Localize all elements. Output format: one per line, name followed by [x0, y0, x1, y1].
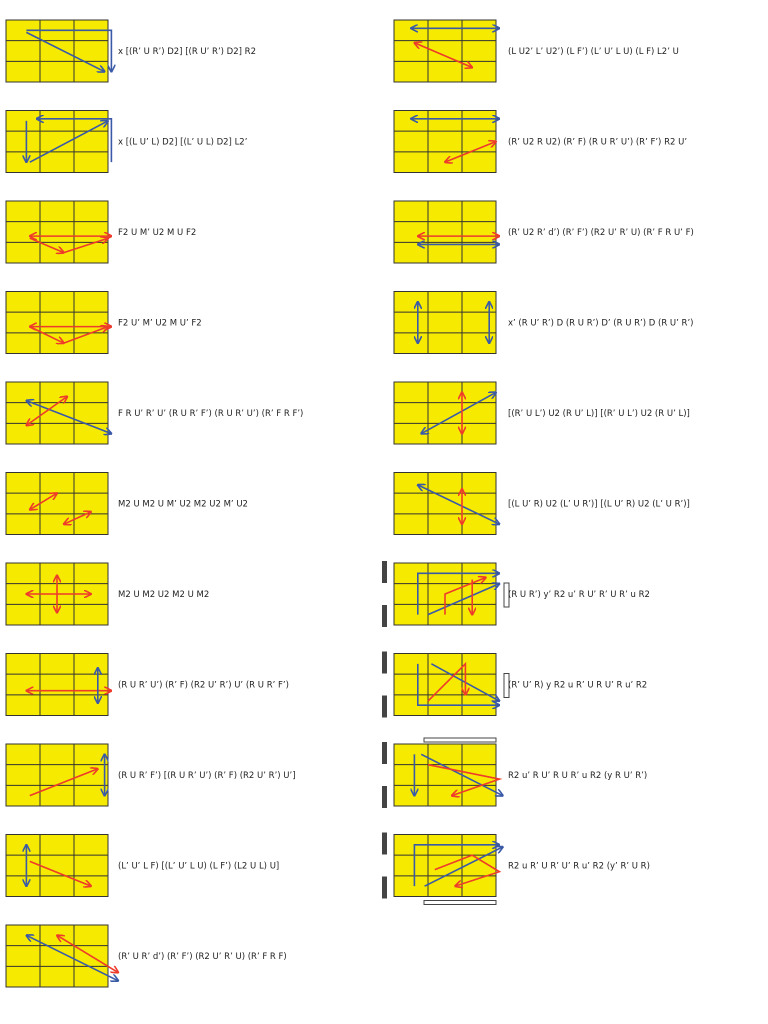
algorithm-text: x’ (R U’ R’) D (R U R’) D’ (R U R’) D (R U’ R’) — [508, 318, 694, 329]
pll-diagram-left-11 — [6, 925, 118, 987]
pll-diagram-left-3 — [6, 201, 111, 263]
algorithm-text: (R’ U’ R) y R2 u R’ U R U’ R u’ R2 — [508, 680, 648, 691]
algorithm-text: (R U R’ U’) (R’ F) (R2 U’ R’) U’ (R U R’ F’) — [118, 680, 289, 691]
algorithm-text: R2 u’ R U’ R U R’ u R2 (y R U’ R’) — [508, 771, 648, 781]
side-bar — [382, 877, 387, 899]
pll-diagram-left-8 — [6, 654, 111, 716]
algorithm-text: F R U’ R’ U’ (R U R’ F’) (R U R’ U’) (R’ F R F’) — [118, 409, 304, 419]
grid-background — [394, 292, 496, 354]
side-bar — [382, 786, 387, 808]
pll-diagram-left-1 — [6, 20, 111, 82]
pll-diagram-right-7 — [382, 561, 509, 627]
grid-background — [6, 201, 108, 263]
algorithm-text: (R’ U R’ d’) (R’ F’) (R2 U’ R’ U) (R’ F R F) — [118, 952, 287, 962]
pll-diagram-left-7 — [6, 563, 108, 625]
grid-background — [394, 382, 496, 444]
pll-diagram-left-5 — [6, 382, 111, 444]
algorithm-text: R2 u R’ U R’ U’ R u’ R2 (y’ R’ U R) — [508, 861, 650, 872]
pll-diagram-left-4 — [6, 292, 111, 354]
grid-background — [6, 111, 108, 173]
algorithm-text: [(L U’ R) U2 (L’ U R’)] [(L U’ R) U2 (L’ U R’)] — [508, 499, 690, 510]
grid-background — [394, 20, 496, 82]
pll-diagram-right-9 — [382, 738, 503, 808]
algorithm-text: F2 U M’ U2 M U F2 — [118, 228, 197, 238]
pll-diagram-right-4 — [394, 292, 496, 354]
pll-diagram-right-3 — [394, 201, 499, 263]
side-bar — [382, 742, 387, 764]
grid-background — [6, 744, 108, 806]
algorithm-text: x [(L U’ L) D2] [(L’ U L) D2] L2’ — [118, 137, 248, 148]
grid-background — [6, 654, 108, 716]
algorithm-text: [(R’ U L’) U2 (R U’ L)] [(R’ U L’) U2 (R U’ L)] — [508, 409, 690, 419]
grid-background — [394, 111, 496, 173]
grid-background — [6, 20, 108, 82]
algorithm-text: (R U R’) y’ R2 u’ R U’ R’ U R’ u R2 — [508, 590, 650, 600]
algorithm-text: (L U2’ L’ U2’) (L F’) (L’ U’ L U) (L F) L2’ U — [508, 47, 679, 57]
pll-diagram-right-1 — [394, 20, 499, 82]
algorithm-text: M2 U M2 U2 M2 U M2 — [118, 590, 210, 600]
algorithm-text: (R U R’ F’) [(R U R’ U’) (R’ F) (R2 U’ R’) U’] — [118, 771, 296, 781]
pll-diagram-left-6 — [6, 473, 108, 535]
algorithm-text: x [(R’ U R’) D2] [(R U’ R’) D2] R2 — [118, 47, 256, 57]
pll-diagram-left-2 — [6, 111, 111, 173]
algorithm-text: (R’ U2 R’ d’) (R’ F’) (R2 U’ R’ U) (R’ F R U’ F) — [508, 228, 694, 238]
pll-diagram-right-10 — [382, 833, 503, 905]
grid-background — [6, 473, 108, 535]
side-bar — [382, 605, 387, 627]
pll-diagram-right-2 — [394, 111, 499, 173]
side-bar — [382, 652, 387, 674]
pll-diagram-left-10 — [6, 835, 108, 897]
algorithm-text: (L’ U’ L F) [(L’ U’ L U) (L F’) (L2 U L) U] — [118, 861, 280, 872]
algorithm-text: (R’ U2 R U2) (R’ F) (R U R’ U’) (R’ F’) R2 U’ — [508, 137, 688, 148]
pll-diagram-right-6 — [394, 473, 499, 535]
grid-background — [6, 835, 108, 897]
side-bar — [382, 833, 387, 855]
grid-background — [6, 292, 108, 354]
pll-diagram-right-5 — [394, 382, 496, 444]
pll-diagram-left-9 — [6, 744, 108, 806]
pll-diagram-right-8 — [382, 652, 509, 718]
grid-background — [6, 925, 108, 987]
grid-background — [394, 473, 496, 535]
algorithm-text: F2 U’ M’ U2 M U’ F2 — [118, 318, 202, 329]
side-bar — [382, 561, 387, 583]
algorithm-text: M2 U M2 U M’ U2 M2 U2 M’ U2 — [118, 499, 248, 510]
side-bar — [382, 696, 387, 718]
bottom-bar — [424, 901, 496, 905]
top-bar — [424, 738, 496, 742]
grid-background — [394, 201, 496, 263]
